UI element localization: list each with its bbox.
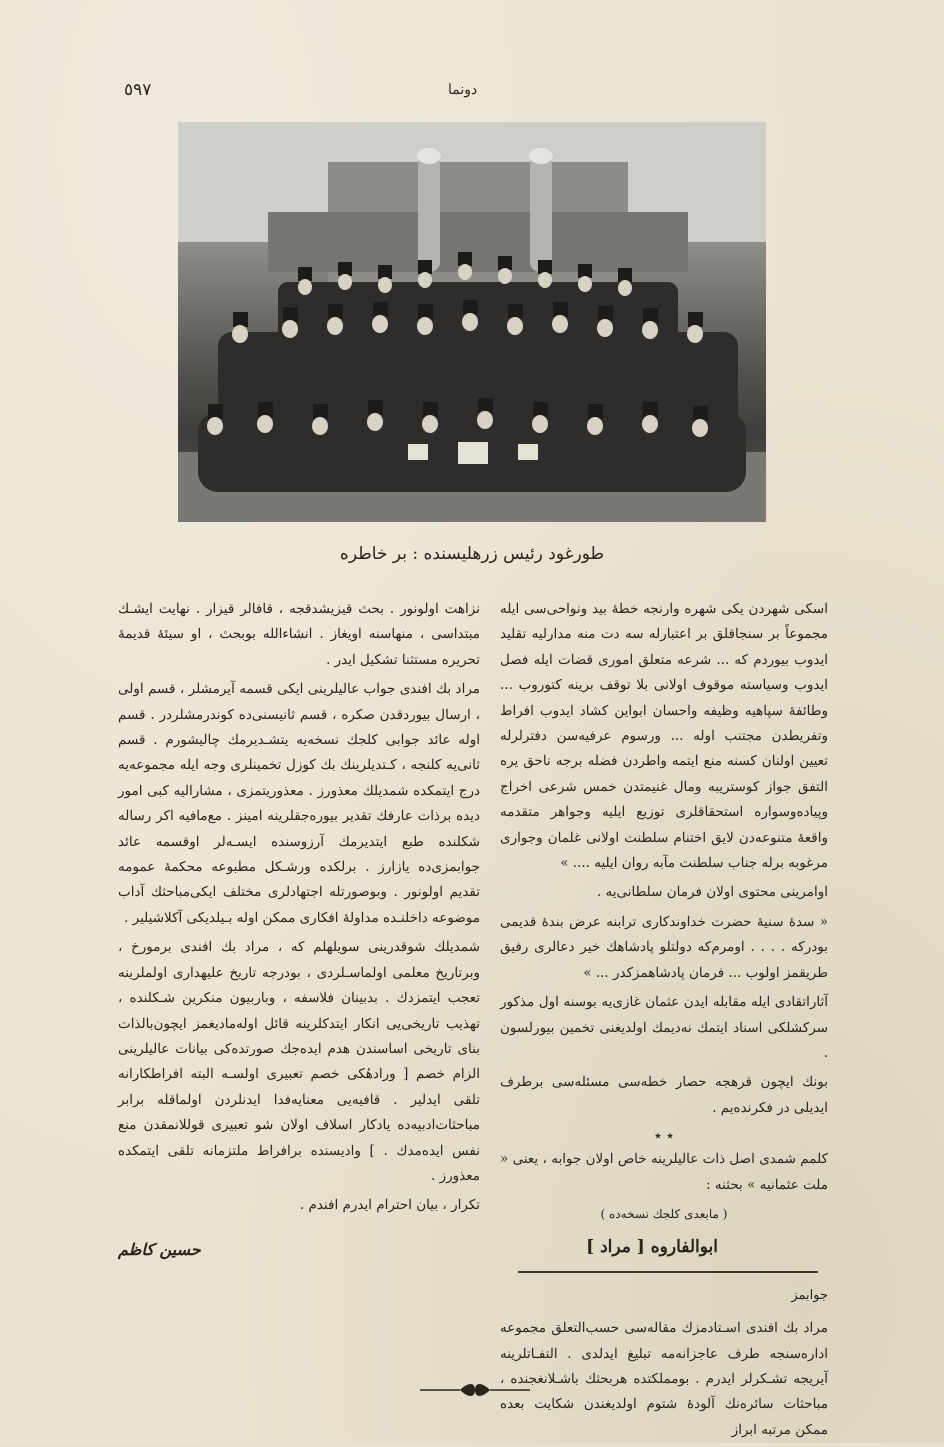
paragraph: مراد بك افندی جواب عالیلرینی ایکی قسمه آیرمشلر ، قسم اولی ، ارسال بیوردقدن صکره ، قسم ثانیسنی‌ده کوندرمشلردر . قسم اوله عائد جوابی کلجك نسخه‌یه یتشـدیرمك چالیشورم . قسم ثانی‌یه کلنجه ، کـتدیلرینك بك کوزل تخمینلری وجه ایله مجموعه‌یه درج ایتمکده شمدیلك معذورز . معذوریتمزی ، مشارالیه کبی امور دیده برذات عارفك تقدیر بیوره‌جقلرینه امینز . مع‌مافیه اکر رساله شکلنده طبع ایتدیرمك آرزوسنده ایسـه‌لر اوقسمه عائد جوابمزی‌ده یازارز . برلکده ورشـکل مطبوعه محکمهٔ عمومه تقدیم اولونور . وبوصورتله اجتهادلری مختلف ایکی‌مباحثك آداب موضوعه داخلنـده مداولهٔ افکاری ممکن اوله بـیلدیکی آکلاشیلیر . — [118, 681, 480, 926]
paragraph: تکرار ، بیان احترام ایدرم افندم . — [299, 1197, 480, 1214]
paragraph: اسکی شهردن یکی شهره وارنجه خطهٔ بید ونواحی‌سی ایله مجموعاً بر سنجاقلق بر اعتبارله سه دت منه مدارلیه تقلید ایدوب بیوردم که ... شرعه متعلق اموری قضات ایله فصل ایدوب وسیاسته موقوف اولانی بلا توقف برینه کتوروب ... وطائفهٔ سپاهیه وظیفه واحسان ابواین کشاد ایدوب افراط وتفریطدن مجتنب اوله ... ورسوم عرفیه‌سن دفترلرله تعیین اولنان کسنه منع ایتمه واطردن فضله برجه ناحق یره التفق جواز کوستریبه ومال غنیمتدن خمس شرعی اخراج وپیاده‌وسواره استحقاقلری توزیع ایلیه وجواهر متقدمه واقعهٔ متنوعه‌دن لایق اختنام سلطنت اولانی غلمان وجواری مرغوبه برله جناب سلطنت مآبه روان ایلیه .... » — [500, 601, 828, 872]
continuation-note: ( مابعدی کلجك نسخه‌ده ) — [600, 1206, 728, 1221]
left-column — [118, 597, 480, 1262]
paragraph: بونك ایچون قرهجه حصار خطه‌سی مسئله‌سی برطرف ایدیلی در فکرنده‌یم . — [500, 1074, 828, 1116]
group-photograph — [178, 122, 766, 522]
photo-caption: طورغود رئیس زرهلیسنده : بر خاطره — [339, 544, 605, 564]
paragraph: نزاهت اولونور . بحث قیزیشدقجه ، قافالر قیزار . نهایت ایشـك مبتداسی ، منهاسنه اویغاز . انشاءالله بوبحث ، او سیئهٔ قدیمهٔ تحریره مستثنا تشکیل ایدر . — [118, 601, 480, 668]
reply-heading: جوابمز — [791, 1287, 828, 1303]
paragraph: مراد بك افندی اسـتادمزك مقاله‌سی حسب‌التعلق مجموعه اداره‌سنجه طرف عاجزانه‌مه تبلیغ ایدلدی . التفـاتلرینه آیریجه تشـکرلر ایدرم . بومملکتده هربحثك باشـلانغجنده ، مباحثات سائره‌نك آلودهٔ شتوم اولدیغندن شکایت بعده ممکن مرتبه ابراز — [500, 1320, 828, 1438]
paragraph: شمدیلك شوقدرینی سویلهلم که ، مراد بك افندی برمورخ ، وبرتاریخ معلمی اولماسـلردی ، بودرجه تاریخ علیهداری اولملرینه تعجب ایتمزدك . بدبینان فلاسفه ، وباربیون منکرین شـکلنده ، تهذیب تاریخی‌یی انکار ایتدکلرینه قائل اوله‌مادیغمز ایچون‌بالذات بنای تاریخی اساسندن هدم ایده‌جك صورتده‌کی بیانات عالیلرینی الزام خصم [ ورادهٔکی خصم تعبیری اولسـه البته افراطکارانه تلقی ایدلیر . قافیه‌یی معنایه‌فدا ایدنلردن اولماقله برابر مباحثات‌ادبیه‌ده یادکار اسلاف اولان شو تعبیری قوللانمقدن منع نفس ایده‌مدك . ] وادیسنده برافراط ملتزمانه تلقی ایتمکده معذورز . — [118, 939, 480, 1184]
photo-illustration — [178, 122, 766, 522]
paragraph: « سدهٔ سنیهٔ حضرت خداوندکاری ترابنه عرض بندهٔ قدیمی بودرکه . . . . اومرم‌که دولتلو پادشاهك خیر دعالری رفیق طریقمز اولوب ... فرمان پادشاهمزکدر ... » — [500, 913, 828, 981]
paragraph: آثاراتقادی ایله مقابله ایدن عثمان غازی‌یه بوسنه اول مذکور سرکشلکی اسناد ایتمك نه‌دیمك اولدیغنی تخمین بیورلسون . — [500, 994, 828, 1061]
running-head: دونما — [448, 82, 478, 98]
divider — [518, 1271, 818, 1273]
section-stars: ٭ ٭ — [654, 1128, 674, 1145]
author-signature: حسین کاظم — [118, 1239, 201, 1259]
right-column — [500, 597, 828, 1447]
paragraph: کلمم شمدی اصل ذات عالیلرینه خاص اولان جوابه ، یعنی « ملت عثمانیه » بحثنه : — [500, 1151, 828, 1193]
paragraph: اوامرینی محتوی اولان فرمان سلطانی‌یه . — [596, 884, 828, 901]
end-ornament-icon — [420, 1380, 530, 1400]
signature: ابوالفاروه [ مراد ] — [586, 1237, 718, 1258]
page-number: ٥٩٧ — [124, 80, 152, 100]
